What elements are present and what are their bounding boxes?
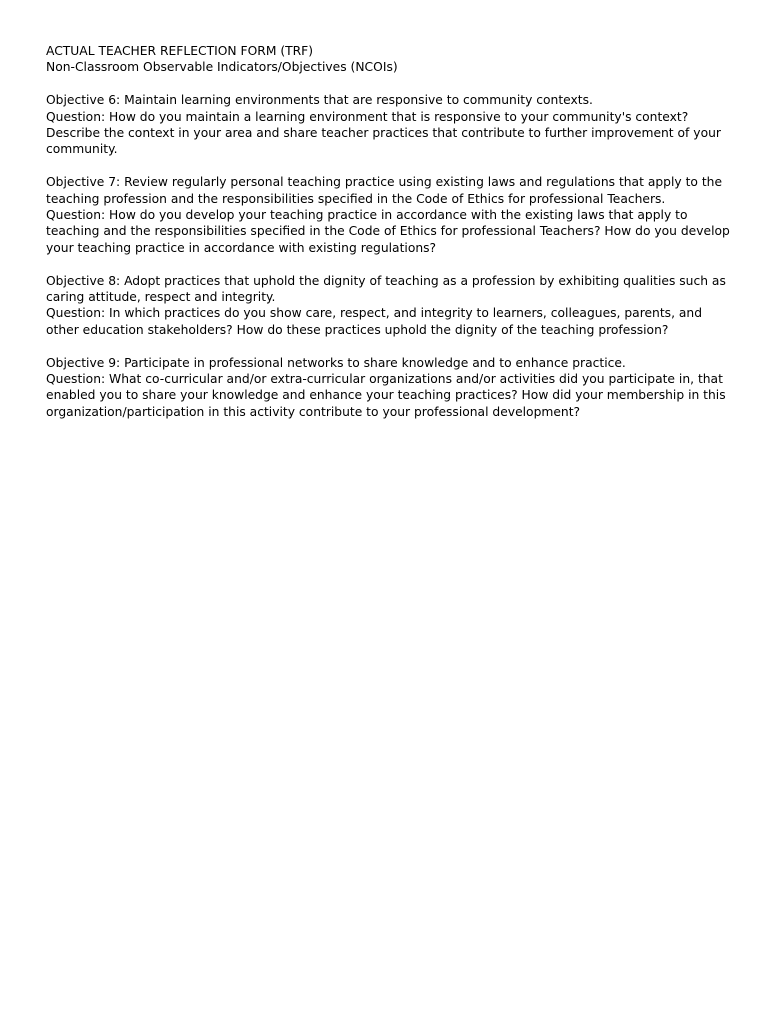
- objective-6-block: [46, 92, 736, 158]
- objective-7-block: [46, 174, 736, 256]
- document-title: ACTUAL TEACHER REFLECTION FORM (TRF): [46, 44, 314, 58]
- objective-9-question: Question: What co-curricular and/or extra-curricular organizations and/or activities did you participate in, that enabled you to share your knowledge and enhance your teaching practices? How did your membership in this organization/participation in this activity contribute to your professional development?: [46, 372, 726, 419]
- objective-6-text: Objective 6: Maintain learning environments that are responsive to community contexts.: [46, 93, 593, 108]
- objective-7-text: Objective 7: Review regularly personal teaching practice using existing laws and regulations that apply to the teaching profession and the responsibilities specified in the Code of Ethics for professional Teachers.: [46, 175, 723, 206]
- objective-9-block: [46, 355, 736, 421]
- objective-8-question: Question: In which practices do you show care, respect, and integrity to learners, colleagues, parents, and other education stakeholders? How do these practices uphold the dignity of the teaching profession?: [46, 306, 703, 337]
- objective-9-text: Objective 9: Participate in professional networks to share knowledge and to enhance practice.: [46, 355, 626, 370]
- objective-8-block: [46, 273, 736, 339]
- objective-6-question: Question: How do you maintain a learning environment that is responsive to your community's context? Describe the context in your area and share teacher practices that contribute to further improvement of your community.: [46, 109, 721, 157]
- objective-8-text: Objective 8: Adopt practices that uphold the dignity of teaching as a profession by exhibiting qualities such as caring attitude, respect and integrity.: [46, 273, 726, 305]
- document-page: [46, 43, 736, 420]
- document-subtitle: Non-Classroom Observable Indicators/Objectives (NCOIs): [46, 60, 398, 75]
- objective-7-question: Question: How do you develop your teaching practice in accordance with the existing laws that apply to teaching and the responsibilities specified in the Code of Ethics for professional Teachers? How do you develop your teaching practice in accordance with existing regulations?: [46, 208, 730, 255]
